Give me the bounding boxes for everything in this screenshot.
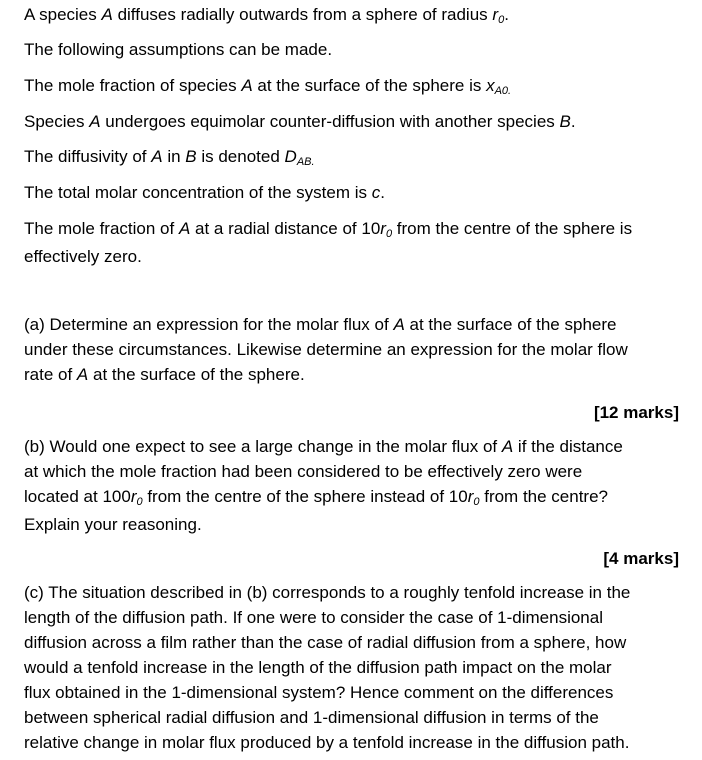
intro-line-1: A species A diffuses radially outwards from a sphere of radius r0.	[24, 5, 509, 26]
part-a-marks: [12 marks]	[593, 403, 679, 422]
intro-line-2: The following assumptions can be made.	[24, 40, 333, 59]
assumption-3: The diffusivity of A in B is denoted DAB.	[24, 147, 315, 168]
part-b-marks: [4 marks]	[603, 549, 679, 568]
assumption-1: The mole fraction of species A at the surface of the sphere is xA0.	[24, 76, 512, 97]
assumption-2: Species A undergoes equimolar counter-diffusion with another species B.	[24, 112, 576, 131]
part-b-question: (b) Would one expect to see a large change in the molar flux of A if the distance at which the mole fraction had been considered to be effectively zero were located at 100r0 from the centre of the sphere instead of 10r0 from the centre? Explain your reasoning.	[24, 437, 623, 534]
part-c-question: (c) The situation described in (b) corresponds to a roughly tenfold increase in the length of the diffusion path. If one were to consider the case of 1-dimensional diffusion across a film rather than the case of radial diffusion from a sphere, how would a tenfold increase in the length of the diffusion path impact on the molar flux obtained in the 1-dimensional system? Hence comment on the differences between spherical radial diffusion and 1-dimensional diffusion in terms of the relative change in molar flux produced by a tenfold increase in the diffusion path.	[24, 583, 631, 752]
part-a-question: (a) Determine an expression for the molar flux of A at the surface of the sphere under these circumstances. Likewise determine an expression for the molar flow rate of A at the surface of the sphere.	[24, 315, 628, 384]
assumption-5: The mole fraction of A at a radial distance of 10r0 from the centre of the sphere is effectively zero.	[24, 219, 633, 266]
assumption-4: The total molar concentration of the system is c.	[24, 183, 385, 202]
